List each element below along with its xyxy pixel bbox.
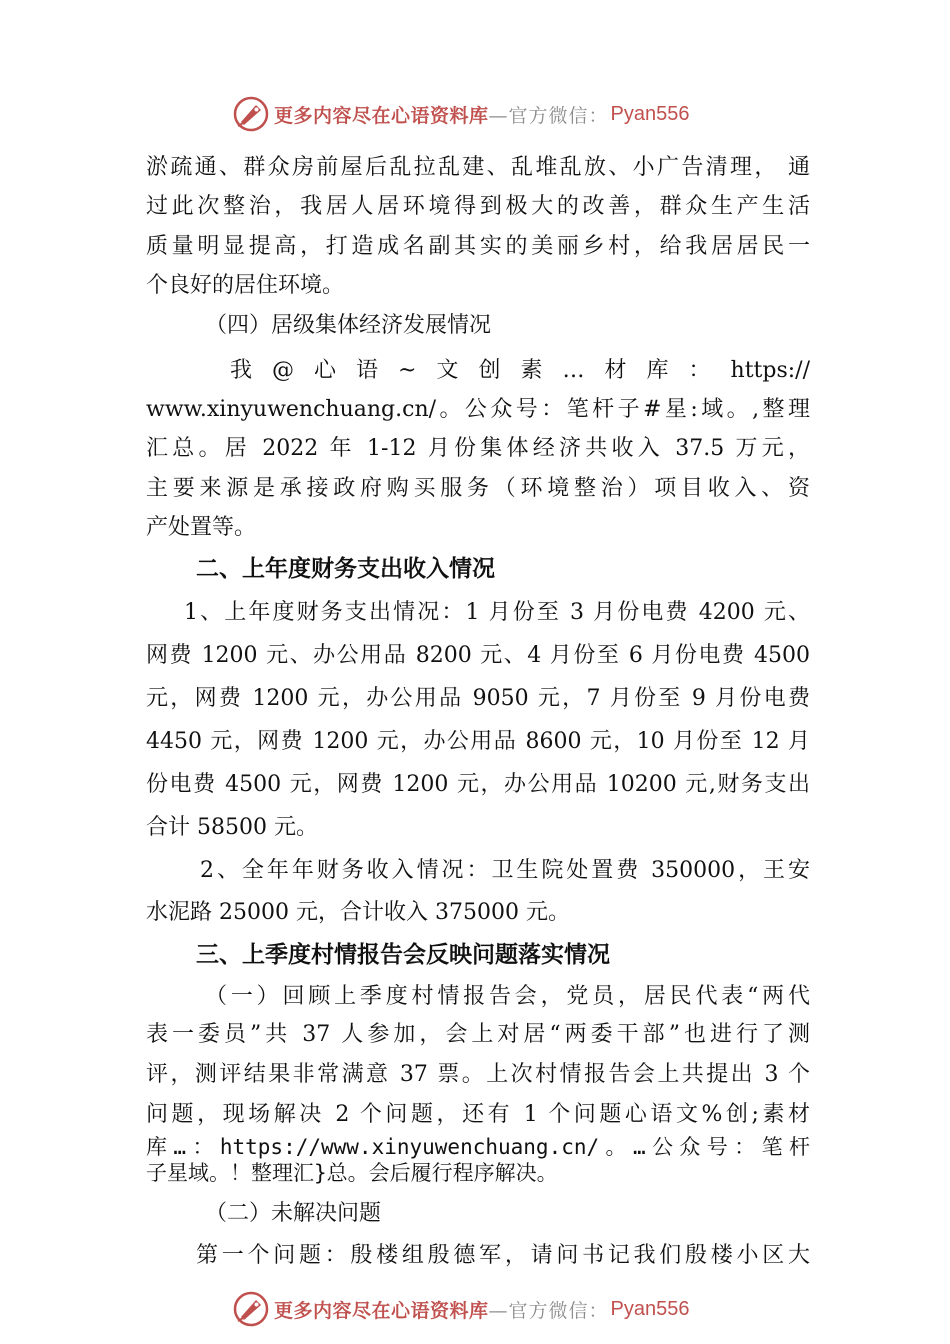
text-line: 水泥路 25000 元，合计收入 375000 元。: [146, 900, 570, 925]
section-heading: 二、上年度财务支出收入情况: [196, 556, 495, 582]
text-line: 汇总。居 2022 年 1-12 月份集体经济共收入 37.5 万元，: [146, 436, 810, 461]
banner-wechat-label: —官方微信：: [488, 104, 609, 127]
banner-brand-text: 更多内容尽在心语资料库: [274, 104, 489, 127]
section-heading: 三、上季度村情报告会反映问题落实情况: [196, 942, 610, 968]
text-line: 表一委员”共 37 人参加，会上对居“两委干部”也进行了测: [146, 1022, 810, 1047]
text-line: 合计 58500 元。: [146, 815, 318, 840]
text-line: 份电费 4500 元，网费 1200 元，办公用品 10200 元,财务支出: [146, 772, 810, 797]
footer-banner: [232, 1289, 752, 1329]
text-line: 质量明显提高，打造成名副其实的美丽乡村，给我居居民一: [146, 234, 810, 259]
text-line: 库…：https://www.xinyuwenchuang.cn/。…公众号：笔杆: [146, 1135, 810, 1159]
text-line: 淤疏通、群众房前屋后乱拉乱建、乱堆乱放、小广告清理， 通: [146, 155, 810, 180]
pen-nib-logo-icon: [232, 1290, 270, 1328]
subsection-title: （二）未解决问题: [205, 1201, 382, 1226]
text-line: 元，网费 1200 元，办公用品 9050 元，7 月份至 9 月份电费: [146, 686, 810, 711]
banner-brand-text: 更多内容尽在心语资料库: [274, 1299, 489, 1322]
header-banner: [232, 94, 752, 134]
text-line: 网费 1200 元、办公用品 8200 元、4 月份至 6 月份电费 4500: [146, 643, 810, 668]
text-line: 产处置等。: [146, 515, 257, 540]
text-line: 过此次整治，我居人居环境得到极大的改善，群众生产生活: [146, 194, 810, 219]
banner-wechat-id: Pyan556: [610, 102, 690, 125]
text-line: （一）回顾上季度村情报告会，党员，居民代表“两代: [205, 984, 810, 1009]
text-line: 1、上年度财务支出情况：1 月份至 3 月份电费 4200 元、: [184, 600, 810, 625]
subsection-title: （四）居级集体经济发展情况: [205, 313, 492, 338]
text-line: 我@心语~文创素…材库：https://: [230, 358, 810, 383]
banner-wechat-label: —官方微信：: [488, 1299, 609, 1322]
text-line: 个良好的居住环境。: [146, 273, 345, 298]
text-line: 问题，现场解决 2 个问题，还有 1 个问题心语文%创;素材: [146, 1102, 810, 1127]
text-line: www.xinyuwenchuang.cn/。公众号：笔杆子#星:域。,整理: [146, 397, 810, 422]
text-line: 2、全年年财务收入情况：卫生院处置费 350000，王安: [200, 858, 810, 883]
text-line: 评，测评结果非常满意 37 票。上次村情报告会上共提出 3 个: [146, 1062, 810, 1087]
text-line: 第一个问题：殷楼组殷德军，请问书记我们殷楼小区大: [196, 1243, 810, 1268]
pen-nib-logo-icon: [232, 95, 270, 133]
text-line: 子星域。！整理汇}总。会后履行程序解决。: [146, 1161, 558, 1185]
text-line: 4450 元，网费 1200 元，办公用品 8600 元，10 月份至 12 月: [146, 729, 810, 754]
banner-wechat-id: Pyan556: [610, 1297, 690, 1320]
text-line: 主要来源是承接政府购买服务（环境整治）项目收入、资: [146, 476, 810, 501]
